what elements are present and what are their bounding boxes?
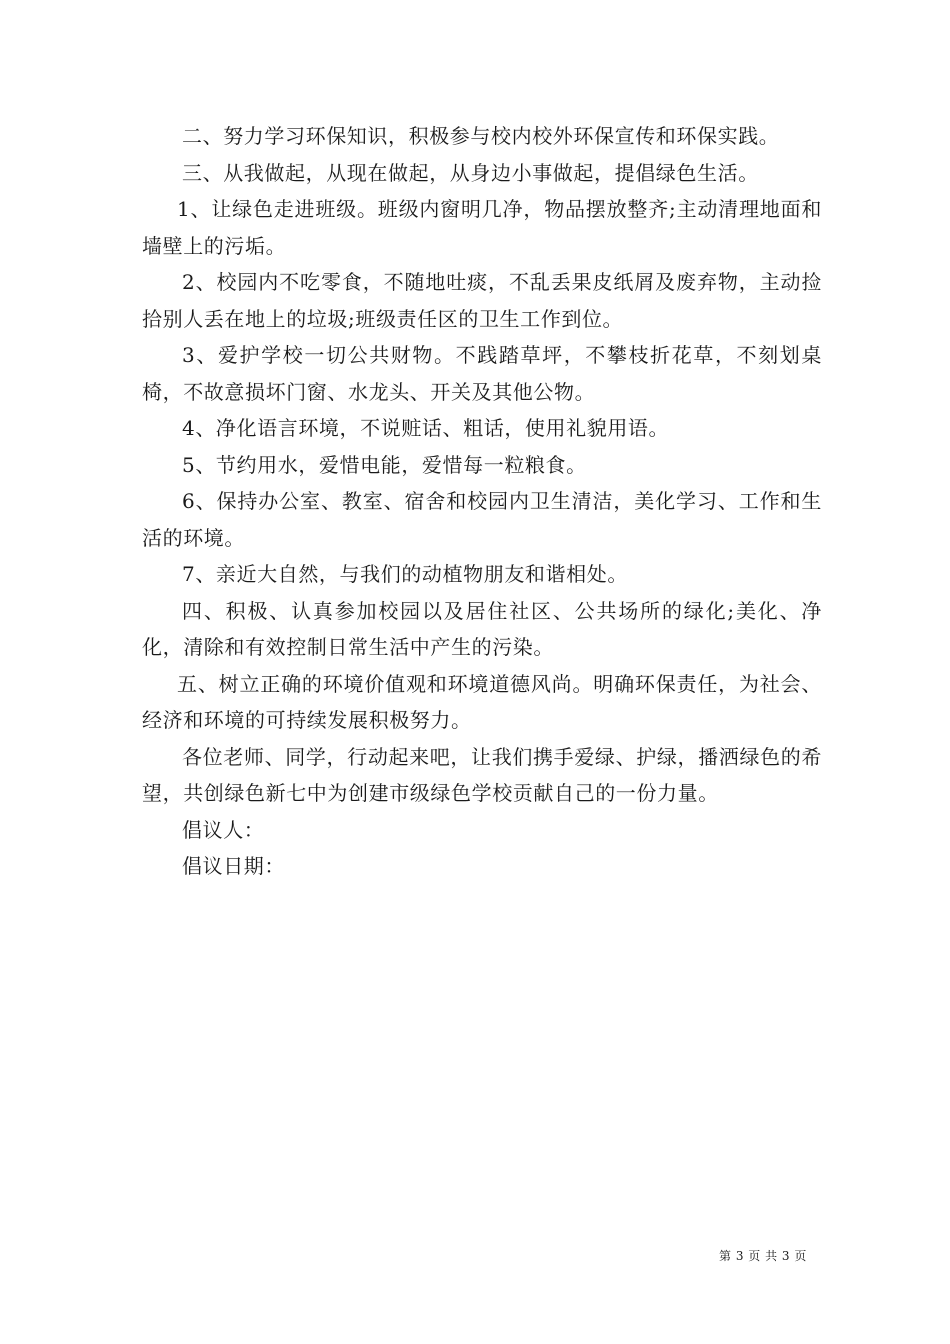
document-body xyxy=(142,118,822,885)
page-number-footer: 第 3 页 共 3 页 xyxy=(719,1249,807,1263)
paragraph-item-3: 3、爱护学校一切公共财物。不践踏草坪，不攀枝折花草，不刻划桌椅，不故意损坏门窗、水龙头、开关及其他公物。 xyxy=(142,343,822,404)
paragraph-item-5: 5、节约用水，爱惜电能，爱惜每一粒粮食。 xyxy=(182,452,587,477)
paragraph-item-2: 2、校园内不吃零食，不随地吐痰，不乱丢果皮纸屑及废弃物，主动捡拾别人丢在地上的垃圾;班级责任区的卫生工作到位。 xyxy=(142,270,822,331)
paragraph-section-5: 五、树立正确的环境价值观和环境道德风尚。明确环保责任，为社会、经济和环境的可持续发展积极努力。 xyxy=(142,671,822,732)
signature-initiator: 倡议人： xyxy=(182,817,265,842)
paragraph-item-6: 6、保持办公室、教室、宿舍和校园内卫生清洁，美化学习、工作和生活的环境。 xyxy=(142,489,822,550)
paragraph-section-4: 四、积极、认真参加校园以及居住社区、公共场所的绿化;美化、净化，清除和有效控制日常生活中产生的污染。 xyxy=(142,598,822,659)
signature-date: 倡议日期： xyxy=(182,854,285,878)
paragraph-section-3: 三、从我做起，从现在做起，从身边小事做起，提倡绿色生活。 xyxy=(182,160,759,185)
paragraph-section-2: 二、努力学习环保知识，积极参与校内校外环保宣传和环保实践。 xyxy=(182,124,780,148)
paragraph-item-4: 4、净化语言环境，不说赃话、粗话，使用礼貌用语。 xyxy=(182,416,670,440)
paragraph-item-7: 7、亲近大自然，与我们的动植物朋友和谐相处。 xyxy=(182,562,628,586)
paragraph-item-1: 1、让绿色走进班级。班级内窗明几净，物品摆放整齐;主动清理地面和墙壁上的污垢。 xyxy=(142,197,822,258)
paragraph-closing-appeal: 各位老师、同学，行动起来吧，让我们携手爱绿、护绿，播洒绿色的希望，共创绿色新七中为创建市级绿色学校贡献自己的一份力量。 xyxy=(142,744,822,805)
